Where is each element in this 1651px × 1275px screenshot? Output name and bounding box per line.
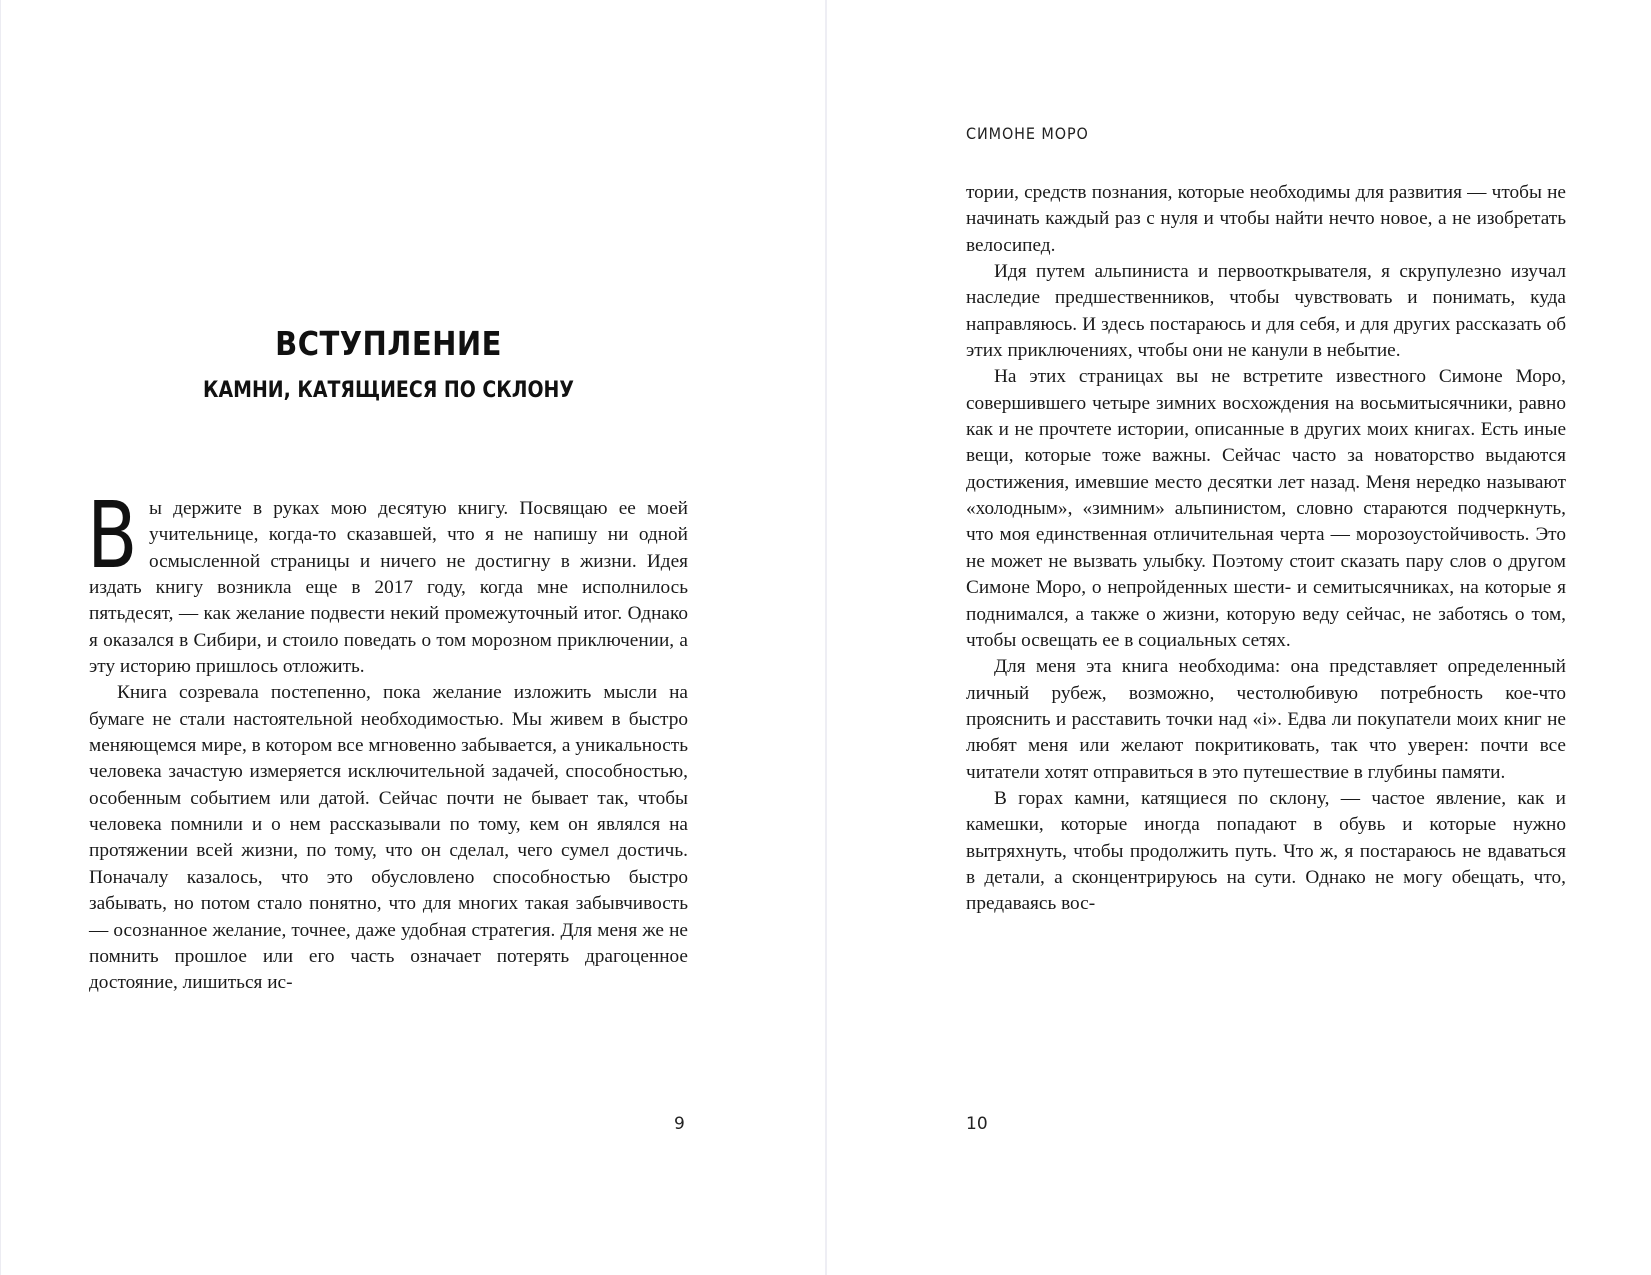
left-page (0, 0, 825, 1275)
paragraph: Идя путем альпиниста и первооткрывателя, я скрупулезно изучал наследие предшественников, чтобы чувствовать и понимать, куда направляюсь. И здесь постараюсь и для себя, и для других рассказать об этих приключениях, чтобы они не канули в небытие. (966, 261, 1566, 362)
paragraph: На этих страницах вы не встретите известного Симоне Моро, совершившего четыре зимних восхождения на восьмитысячники, равно как и не прочтете истории, описанные в других моих книгах. Есть иные вещи, которые тоже важны. Сейчас часто за новаторство выдаются достижения, имевшие место десятки лет назад. Меня нередко называют «холодным», «зимним» альпинистом, словно стараются подчеркнуть, что моя единственная отличительная черта — морозоустойчивость. Это не может не вызвать улыбку. Поэтому стоит сказать пару слов о другом Симоне Моро, о непройденных шести- и семитысячниках, на которые я поднимался, а также о жизни, которую веду сейчас, не заботясь о том, чтобы освещать ее в социальных сетях. (966, 366, 1566, 651)
paragraph (87, 482, 688, 680)
right-page (825, 0, 1651, 1275)
drop-cap: В (87, 482, 138, 589)
page-number: 10 (966, 1114, 988, 1134)
running-header: СИМОНЕ МОРО (966, 124, 1089, 143)
page-number: 9 (674, 1114, 685, 1134)
chapter-subtitle: КАМНИ, КАТЯЩИЕСЯ ПО СКЛОНУ (203, 378, 574, 403)
paragraph: Для меня эта книга необходима: она представляет определенный личный рубеж, возможно, честолюбивую потребность кое-что прояснить и расставить точки над «i». Едва ли покупатели моих книг не любят меня или желают покритиковать, так что уверен: почти все читатели хотят отправиться в это путешествие в глубины памяти. (966, 656, 1566, 783)
paragraph: В горах камни, катящиеся по склону, — частое явление, как и камешки, которые иногда попадают в обувь и которые нужно вытряхнуть, чтобы продолжить путь. Что ж, я постараюсь не вдаваться в детали, а сконцентрируюсь на сути. Однако не могу обещать, что, предаваясь вос- (966, 787, 1566, 915)
paragraph-text: ы держите в руках мою десятую книгу. Посвящаю ее моей учительнице, когда-то сказавшей, что я не напишу ни одной осмысленной страницы и ничего не достигну в жизни. Идея издать книгу возникла еще в 2017 году, когда мне исполнилось пятьдесят, — как желание подвести некий промежуточный итог. Однако я оказался в Сибири, и стоило поведать о том морозном приключении, а эту историю пришлось отложить. (89, 498, 688, 678)
left-page-body (87, 482, 688, 997)
right-page-body (966, 180, 1566, 918)
chapter-title: ВСТУПЛЕНИЕ (275, 324, 502, 363)
paragraph: тории, средств познания, которые необходимы для развития — чтобы не начинать каждый раз с нуля и чтобы найти нечто новое, а не изобретать велосипед. (966, 182, 1566, 256)
paragraph: Книга созревала постепенно, пока желание изложить мысли на бумаге не стали настоятельной необходимостью. Мы живем в быстро меняющемся мире, в котором все мгновенно забывается, а уникальность человека зачастую измеряется исключительной задачей, способностью, особенным событием или датой. Сейчас почти не бывает так, чтобы человека помнили и о нем рассказывали по тому, кем он являлся на протяжении всей жизни, по тому, что он сделал, чего сумел достичь. Поначалу казалось, что это обусловлено способностью быстро забывать, но потом стало понятно, что для многих такая забывчивость — осознанное желание, точнее, даже удобная стратегия. Для меня же не помнить прошлое или его часть означает потерять драгоценное достояние, лишиться ис- (89, 682, 688, 994)
